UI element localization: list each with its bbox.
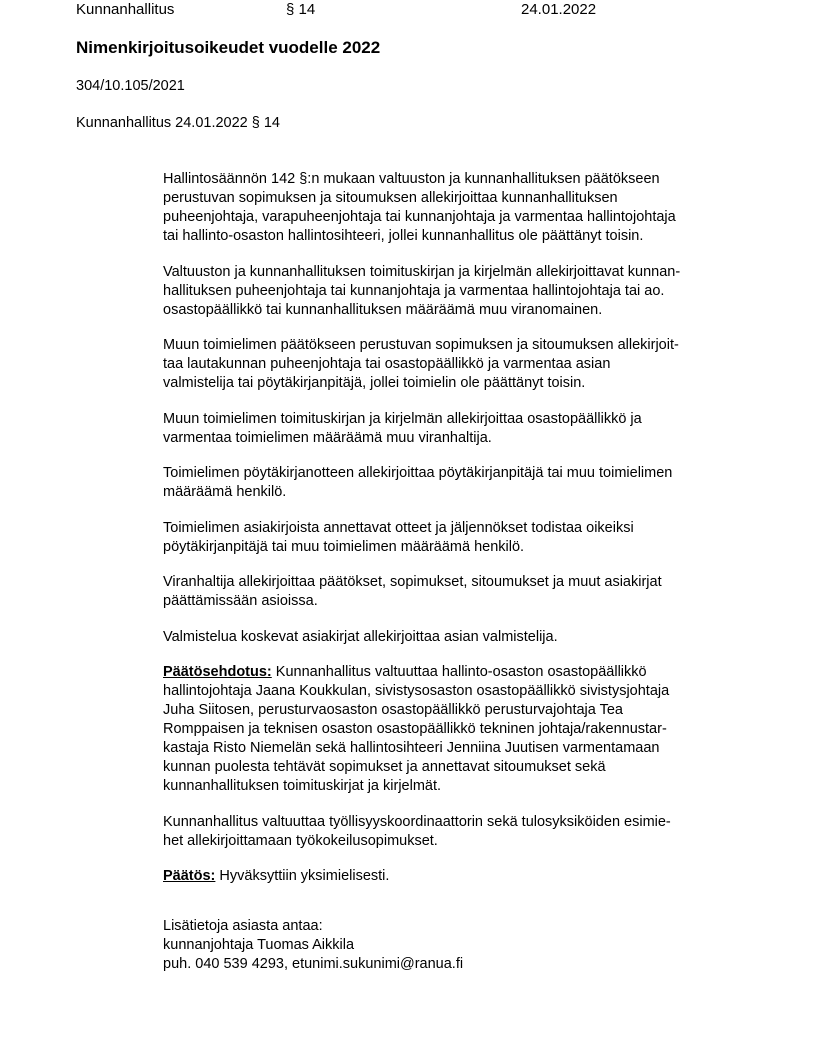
- body-paragraph: [163, 336, 763, 393]
- body-paragraph: [163, 464, 763, 502]
- decision-paragraph: [163, 867, 763, 886]
- document-body: [163, 170, 763, 974]
- decision-label: Päätös:: [163, 868, 216, 884]
- body-paragraph: [163, 628, 763, 647]
- text-line: hallintojohtaja Jaana Koukkulan, sivistysosaston osastopäällikkö sivistysjohtaja: [163, 683, 670, 699]
- text-line: kunnan puolesta tehtävät sopimukset ja annettavat sitoumukset sekä: [163, 759, 606, 775]
- text-line: Valtuuston ja kunnanhallituksen toimituskirjan ja kirjelmän allekirjoittavat kunnan-: [163, 263, 681, 280]
- header-section: § 14: [286, 1, 316, 18]
- text-line: perustuvan sopimuksen ja sitoumuksen allekirjoittaa kunnanhallituksen: [163, 190, 618, 206]
- text-line: Hallintosäännön 142 §:n mukaan valtuuston ja kunnanhallituksen päätökseen: [163, 171, 660, 187]
- text-line: puheenjohtaja, varapuheenjohtaja tai kunnanjohtaja ja varmentaa hallintojohtaja: [163, 209, 676, 225]
- contact-line: puh. 040 539 4293, etunimi.sukunimi@ranua.fi: [163, 956, 464, 972]
- text-line: Kunnanhallitus valtuuttaa hallinto-osaston osastopäällikkö: [271, 664, 647, 680]
- text-line: pöytäkirjanpitäjä tai muu toimielimen määräämä henkilö.: [163, 538, 525, 555]
- body-paragraph: [163, 410, 763, 448]
- proposal-label: Päätösehdotus:: [163, 664, 272, 680]
- proposal-paragraph: [163, 663, 763, 796]
- text-line: Romppaisen ja teknisen osaston osastopäällikkö tekninen johtaja/rakennustar-: [163, 721, 667, 737]
- meeting-reference: Kunnanhallitus 24.01.2022 § 14: [76, 115, 280, 131]
- proposal-2-paragraph: [163, 813, 763, 851]
- body-paragraph: [163, 573, 763, 611]
- body-paragraph: [163, 263, 763, 320]
- text-line: osastopäällikkö tai kunnanhallituksen määräämä muu viranomainen.: [163, 301, 603, 318]
- contact-line: Lisätietoja asiasta antaa:: [163, 918, 323, 934]
- text-line: Muun toimielimen päätökseen perustuvan sopimuksen ja sitoumuksen allekirjoit-: [163, 337, 679, 353]
- text-line: valmistelija tai pöytäkirjanpitäjä, jollei toimielin ole päättänyt toisin.: [163, 375, 586, 391]
- document-title: Nimenkirjoitusoikeudet vuodelle 2022: [76, 38, 381, 57]
- text-line: Toimielimen pöytäkirjanotteen allekirjoittaa pöytäkirjanpitäjä tai muu toimielimen: [163, 465, 673, 481]
- contact-info: [163, 917, 763, 974]
- header-date: 24.01.2022: [521, 1, 597, 18]
- text-line: Kunnanhallitus valtuuttaa työllisyyskoordinaattorin sekä tulosyksiköiden esimie-: [163, 813, 671, 830]
- header-body: Kunnanhallitus: [76, 1, 175, 18]
- body-paragraph: [163, 519, 763, 557]
- text-line: het allekirjoittamaan työkokeilusopimukset.: [163, 832, 438, 849]
- text-line: kastaja Risto Niemelän sekä hallintosihteeri Jenniina Juutisen varmentamaan: [163, 740, 660, 756]
- page-header: [76, 0, 776, 20]
- decision-text: Hyväksyttiin yksimielisesti.: [215, 868, 390, 884]
- text-line: hallituksen puheenjohtaja tai kunnanjohtaja ja varmentaa hallintojohtaja tai ao.: [163, 282, 665, 299]
- reference-number: 304/10.105/2021: [76, 78, 185, 94]
- text-line: varmentaa toimielimen määräämä muu viranhaltija.: [163, 429, 492, 446]
- text-line: päättämissään asioissa.: [163, 593, 318, 609]
- text-line: Viranhaltija allekirjoittaa päätökset, sopimukset, sitoumukset ja muut asiakirjat: [163, 574, 662, 590]
- body-paragraph: [163, 170, 763, 246]
- text-line: Toimielimen asiakirjoista annettavat otteet ja jäljennökset todistaa oikeiksi: [163, 519, 634, 536]
- text-line: Valmistelua koskevat asiakirjat allekirjoittaa asian valmistelija.: [163, 628, 558, 645]
- text-line: taa lautakunnan puheenjohtaja tai osastopäällikkö ja varmentaa asian: [163, 356, 611, 372]
- text-line: kunnanhallituksen toimituskirjat ja kirjelmät.: [163, 778, 442, 794]
- text-line: tai hallinto-osaston hallintosihteeri, jollei kunnanhallitus ole päättänyt toisin.: [163, 228, 644, 244]
- text-line: Juha Siitosen, perusturvaosaston osastopäällikkö perusturvajohtaja Tea: [163, 702, 623, 718]
- text-line: Muun toimielimen toimituskirjan ja kirjelmän allekirjoittaa osastopäällikkö ja: [163, 410, 642, 427]
- contact-line: kunnanjohtaja Tuomas Aikkila: [163, 937, 355, 953]
- text-line: määräämä henkilö.: [163, 484, 287, 500]
